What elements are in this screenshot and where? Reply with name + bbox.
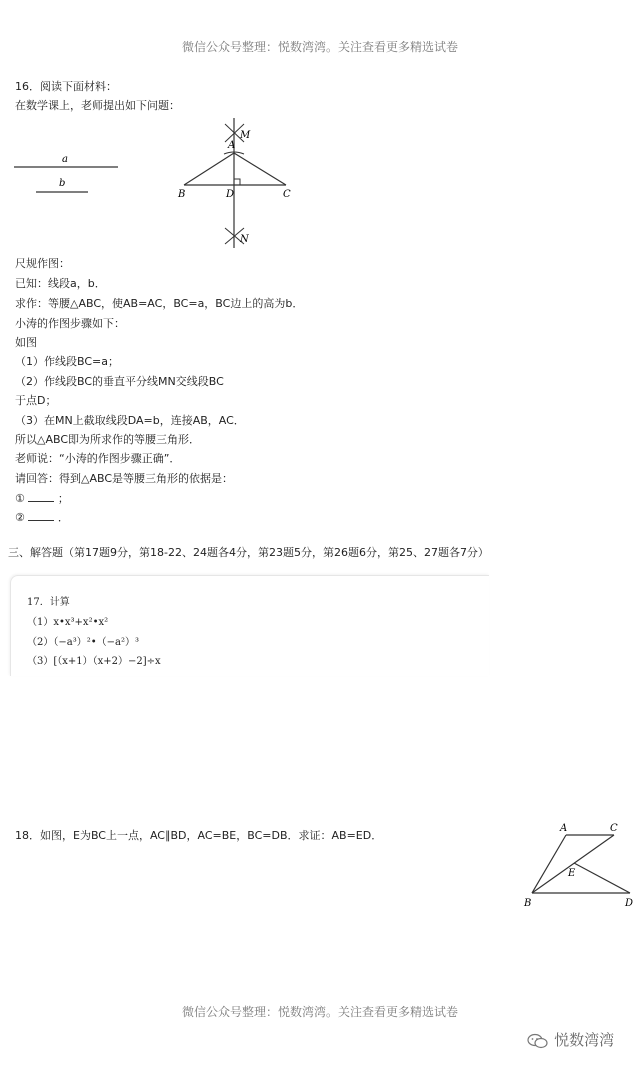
q16-title: 16．阅读下面材料： [15, 80, 117, 93]
q17-title: 17．计算 [27, 597, 70, 608]
label-a-18: A [560, 823, 568, 834]
label-d-18: D [625, 898, 634, 909]
q16-line10: 所以△ABC即为所求作的等腰三角形． [15, 433, 201, 446]
q16-line12: 请回答：得到△ABC是等腰三角形的依据是： [15, 472, 234, 485]
segment-bc-18 [532, 835, 614, 893]
label-n: N [240, 234, 249, 245]
label-b: b [59, 178, 66, 189]
label-c-18: C [610, 823, 618, 834]
q16-line7: （2）作线段BC的垂直平分线MN交线段BC [15, 375, 224, 388]
q16-line11: 老师说：“小涛的作图步骤正确”． [15, 452, 181, 465]
q16-line9: （3）在MN上截取线段DA=b，连接AB，AC． [15, 414, 245, 427]
segment-ab-18 [532, 835, 566, 893]
answer-2-blank[interactable] [28, 510, 54, 521]
q16-line5: 如图 [15, 336, 37, 349]
q17-item-3: （3）[（x+1）（x+2）−2]÷x [27, 656, 161, 667]
answer-1-end: ； [57, 492, 69, 505]
q17-item-1: （1）x•x³+x²•x² [27, 617, 109, 628]
q16-line8: 于点D； [15, 394, 57, 407]
label-e-18: E [568, 868, 576, 879]
wechat-logo-icon [527, 1032, 549, 1050]
label-m: M [240, 130, 251, 141]
segment-ed-18 [574, 863, 630, 893]
answer-2-end: ． [57, 511, 69, 524]
q16-line3: 求作：等腰△ABC，使AB=AC，BC=a，BC边上的高为b． [15, 297, 304, 310]
answer-1-marker: ① [15, 492, 25, 505]
q16-intro: 在数学课上，老师提出如下问题： [15, 99, 180, 112]
q17-item-2: （2）（−a³）²•（−a²）³ [27, 637, 139, 648]
right-angle-mark [234, 179, 240, 185]
segment-ab [184, 153, 234, 185]
label-d-point: D [226, 189, 235, 200]
page-header-text: 微信公众号整理：悦数湾湾。关注查看更多精选试卷 [181, 40, 458, 54]
watermark-text: 悦数湾湾 [554, 1031, 615, 1049]
q16-line6: （1）作线段BC=a； [15, 355, 119, 368]
q16-line4: 小涛的作图步骤如下： [15, 317, 125, 330]
segment-ac [234, 153, 286, 185]
label-a-point: A [228, 140, 236, 151]
q16-line1: 尺规作图： [15, 257, 70, 270]
q18-text: 18．如图，E为BC上一点，AC∥BD，AC=BE，BC=DB．求证：AB=ED． [15, 829, 383, 842]
label-b-18: B [524, 898, 532, 909]
watermark [527, 1029, 614, 1050]
page-footer-text: 微信公众号整理：悦数湾湾。关注查看更多精选试卷 [181, 1005, 458, 1019]
label-a: a [62, 154, 68, 165]
answer-1-blank[interactable] [28, 491, 54, 502]
q16-answer-2 [15, 509, 69, 525]
answer-2-marker: ② [15, 511, 25, 524]
label-b-point: B [178, 189, 186, 200]
q18-figure [518, 818, 636, 910]
section-3-heading: 三、解答题（第17题9分，第18-22、24题各4分，第23题5分，第26题6分，第25、27题各7分） [8, 546, 489, 559]
label-c-point: C [283, 189, 291, 200]
q16-figure [0, 110, 320, 255]
q16-line2: 已知：线段a，b． [15, 277, 106, 290]
q16-answer-1 [15, 490, 69, 506]
